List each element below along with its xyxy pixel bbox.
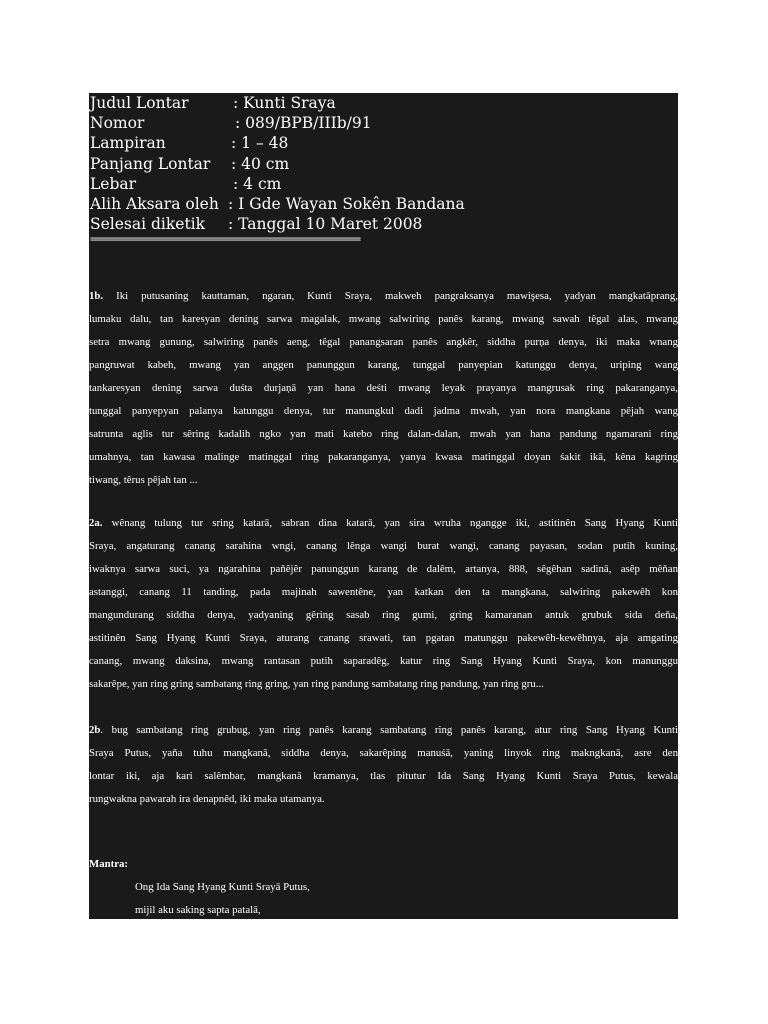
meta-value-alih-aksara: : I Gde Wayan Sokên Bandana	[228, 194, 465, 213]
meta-value-lampiran: : 1 – 48	[231, 134, 289, 153]
paragraph-line: sakarêpe, yan ring gring sambatang ring gring, yan ring pandung sambatang ring pandung, yan ring gru...	[89, 678, 544, 690]
paragraph-line: canang, mwang daksina, mwang rantasan putih saparadêg, katur ring Sang Hyang Kunti Sraya, kon manunggu	[89, 655, 678, 667]
paragraph-line: tiwang, têrus pêjah tan ...	[89, 474, 198, 486]
mantra-heading: Mantra:	[89, 858, 128, 870]
paragraph-line: pangruwat kabeh, mwang yan anggen panunggun karang, tunggal panyepian katunggu denya, uriping wang	[89, 359, 678, 371]
paragraph-line: astitinên Sang Hyang Kunti Sraya, aturang canang srawati, tan pgatan matunggu pakewêh-kewêhnya, aja amgating	[89, 632, 678, 644]
paragraph-line: Sraya, angaturang canang sarahina wngi, canang lênga wangi burat wangi, canang payasan, sodan putih kuning,	[89, 540, 678, 552]
meta-value-nomor: : 089/BPB/IIIb/91	[235, 114, 372, 133]
paragraph-line	[89, 516, 678, 530]
meta-label-panjang: Panjang Lontar	[90, 154, 211, 173]
paragraph-line: iwaknya sarwa suci, ya ngarahina paňêjêr panunggun karang de dalêm, artanya, 888, sêgêhan sadinā, asêp mêňan	[89, 563, 678, 575]
meta-row-alih-aksara	[90, 194, 650, 214]
paragraph-text: . bug sambatang ring grubug, yan ring panês karang sambatang ring panês karang, atur ring Sang Hyang Kunti	[100, 724, 678, 736]
meta-row-judul	[90, 93, 650, 113]
paragraph-line: satrunta aglis tur sêring kadalih ngko yan mati katebo ring dalan-dalan, mwah yan hana pandung ngamarani ring	[89, 428, 678, 440]
paragraph-label: 2a.	[89, 517, 103, 529]
paragraph-line: mangundurang siddha denya, yadyaning gêring sasab ring gumi, gring kamaranan antuk grubuk sida deňa,	[89, 609, 678, 621]
paragraph-line: tunggal panyepyan palanya katunggu denya, tur manungkul dadi jadma mwah, yan nora mangkana pêjah wang	[89, 405, 678, 417]
paragraph-line: astanggi, canang 11 tanding, pada majinah sawentêne, yan katkan den ta mangkana, salwiring pakewêh kon	[89, 586, 678, 598]
paragraph-label: 2b	[89, 724, 101, 736]
meta-label-lampiran: Lampiran	[90, 134, 166, 153]
paragraph-line: lontar iki, aja kari salêmbar, mangkanā kramanya, tlas pitutur Ida Sang Hyang Kunti Sraya Putus, kewala	[89, 770, 678, 782]
meta-row-nomor	[90, 113, 650, 133]
paragraph-line	[89, 289, 678, 303]
paragraph-line: tankaresyan dening sarwa duśta durjaņā yan hana deśti mwang leyak prayanya mangrusak ring pakaranganya,	[89, 382, 678, 394]
meta-value-judul: : Kunti Sraya	[233, 94, 336, 112]
paragraph-line: umahnya, tan kawasa malinge matinggal ring pakaranganya, yanya kwasa matinggal doyan śakit ikā, kêna kagring	[89, 451, 678, 463]
meta-row-selesai	[90, 214, 650, 234]
paragraph-line: lumaku dalu, tan karesyan dening sarwa magalak, mwang salwiring panês karang, mwang sawah têgal alas, mwang	[89, 313, 678, 325]
paragraph-text: Iki putusaning kauttaman, ngaran, Kunti Sraya, makweh pangraksanya mawişesa, yadyan mangkatāprang,	[103, 290, 678, 302]
document-sheet	[89, 93, 678, 919]
paragraph-line: rungwakna pawarah ira denapnêd, iki maka utamanya.	[89, 793, 325, 805]
meta-label-selesai: Selesai diketik	[90, 215, 206, 234]
meta-label-nomor: Nomor	[90, 114, 145, 133]
paragraph-line: setra mwang gunung, salwiring panês aeng, têgal panangsaran panês angkêr, siddha purņa denya, iki maka wnang	[89, 336, 678, 348]
meta-row-lampiran	[90, 133, 650, 153]
mantra-line: mijil aku saking sapta patalā,	[135, 904, 261, 916]
meta-label-lebar: Lebar	[90, 174, 137, 193]
paragraph-label: 1b.	[89, 290, 104, 302]
separator-rule: ======================================================	[90, 234, 361, 245]
meta-value-lebar: : 4 cm	[233, 174, 282, 193]
paragraph-line	[89, 723, 678, 737]
meta-label-judul: Judul Lontar	[90, 94, 189, 112]
paragraph-text: wênang tulung tur sring katarā, sabran dina katarā, yan sira wruha ngangge iki, astitinên Sang Hyang Kunti	[102, 517, 678, 529]
meta-row-panjang	[90, 154, 650, 174]
meta-value-panjang: : 40 cm	[231, 154, 290, 173]
paragraph-line: Sraya Putus, yaňa tuhu mangkanā, siddha denya, sakarêping manuśā, yaning linyok ring makngkanā, asre den	[89, 747, 678, 759]
metadata-block	[90, 93, 650, 234]
mantra-line: Ong Ida Sang Hyang Kunti Srayā Putus,	[135, 881, 310, 893]
meta-row-lebar	[90, 174, 650, 194]
meta-label-alih-aksara: Alih Aksara oleh	[90, 194, 219, 213]
meta-value-selesai: : Tanggal 10 Maret 2008	[228, 215, 423, 234]
